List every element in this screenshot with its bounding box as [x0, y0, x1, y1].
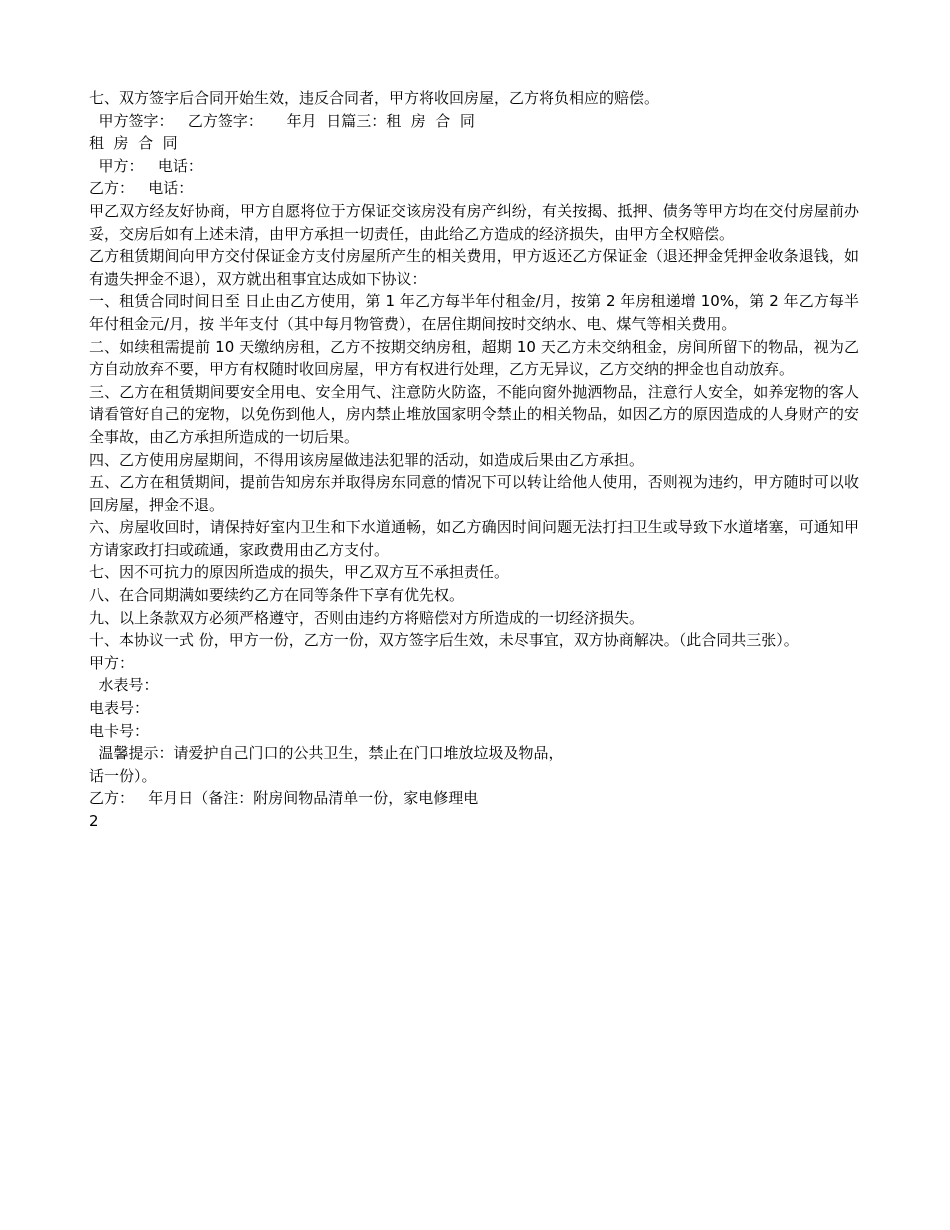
footer-party-b: 乙方： 年月日（备注：附房间物品清单一份，家电修理电 — [89, 789, 479, 808]
clause-one: 一、租赁合同时间日至 日止由乙方使用，第 1 年乙方每半年付租金/月，按第 2 年房租递增 10%，第 2 年乙方每半年付租金元/月，按 半年支付（其中每月物管费），在居住期间按时交纳水、电、煤气等相关费用。 — [89, 292, 859, 333]
page-number: 2 — [89, 812, 99, 830]
clause-ten: 十、本协议一式 份，甲方一份，乙方一份，双方签字后生效，未尽事宜，双方协商解决。（此合同共三张）。 — [89, 631, 799, 650]
water-meter-number: 水表号： — [89, 676, 159, 695]
footer-party-a: 甲方： — [89, 653, 135, 672]
clause-four: 四、乙方使用房屋期间，不得用该房屋做违法犯罪的活动，如造成后果由乙方承担。 — [89, 450, 645, 469]
clause-seven: 七、因不可抗力的原因所造成的损失，甲乙双方互不承担责任。 — [89, 563, 510, 582]
deposit-paragraph: 乙方租赁期间向甲方交付保证金方支付房屋所产生的相关费用，甲方返还乙方保证金（退还押金凭押金收条退钱，如有遗失押金不退），双方就出租事宜达成如下协议： — [89, 247, 859, 288]
clause-five: 五、乙方在租赁期间，提前告知房东并取得房东同意的情况下可以转让给他人使用，否则视为违约，甲方随时可以收回房屋，押金不退。 — [89, 473, 859, 514]
reminder-note: 温馨提示：请爱护自己门口的公共卫生，禁止在门口堆放垃圾及物品， — [89, 744, 564, 763]
phone-copy-note: 话一份）。 — [89, 766, 157, 785]
electric-meter-number: 电表号： — [89, 699, 150, 718]
preamble-paragraph: 甲乙双方经友好协商，甲方自愿将位于方保证交该房没有房产纠纷，有关按揭、抵押、债务等甲方均在交付房屋前办妥，交房后如有上述未清，由甲方承担一切责任，由此给乙方造成的经济损失，由甲方全权赔偿。 — [89, 201, 859, 243]
party-b-phone: 乙方： 电话： — [89, 179, 194, 198]
clause-eight: 八、在合同期满如要续约乙方在同等条件下享有优先权。 — [89, 586, 465, 605]
signature-line: 甲方签字： 乙方签字： 年月 日篇三：租 房 合 同 — [89, 111, 475, 130]
party-a-phone: 甲方： 电话： — [89, 156, 203, 175]
clause-seven-intro: 七、双方签字后合同开始生效，违反合同者，甲方将收回房屋，乙方将负相应的赔偿。 — [89, 89, 660, 107]
electric-card-number: 电卡号： — [89, 721, 150, 740]
clause-three: 三、乙方在租赁期间要安全用电、安全用气、注意防火防盗，不能向窗外抛洒物品，注意行人安全，如养宠物的客人请看管好自己的宠物，以免伤到他人，房内禁止堆放国家明令禁止的相关物品，如因乙方的原因造成的人身财产的安全事故，由乙方承担所造成的一切后果。 — [89, 382, 859, 446]
contract-title: 租 房 合 同 — [89, 134, 178, 153]
clause-nine: 九、以上条款双方必须严格遵守，否则由违约方将赔偿对方所造成的一切经济损失。 — [89, 608, 645, 627]
clause-two: 二、如续租需提前 10 天缴纳房租，乙方不按期交纳房租，超期 10 天乙方未交纳租金，房间所留下的物品，视为乙方自动放弃不要，甲方有权随时收回房屋，甲方有权进行处理，乙方无异议，乙方交纳的押金也自动放弃。 — [89, 337, 859, 379]
clause-six: 六、房屋收回时，请保持好室内卫生和下水道通畅，如乙方确因时间问题无法打扫卫生或导致下水道堵塞，可通知甲方请家政打扫或疏通，家政费用由乙方支付。 — [89, 518, 859, 559]
contract-page — [89, 87, 859, 833]
